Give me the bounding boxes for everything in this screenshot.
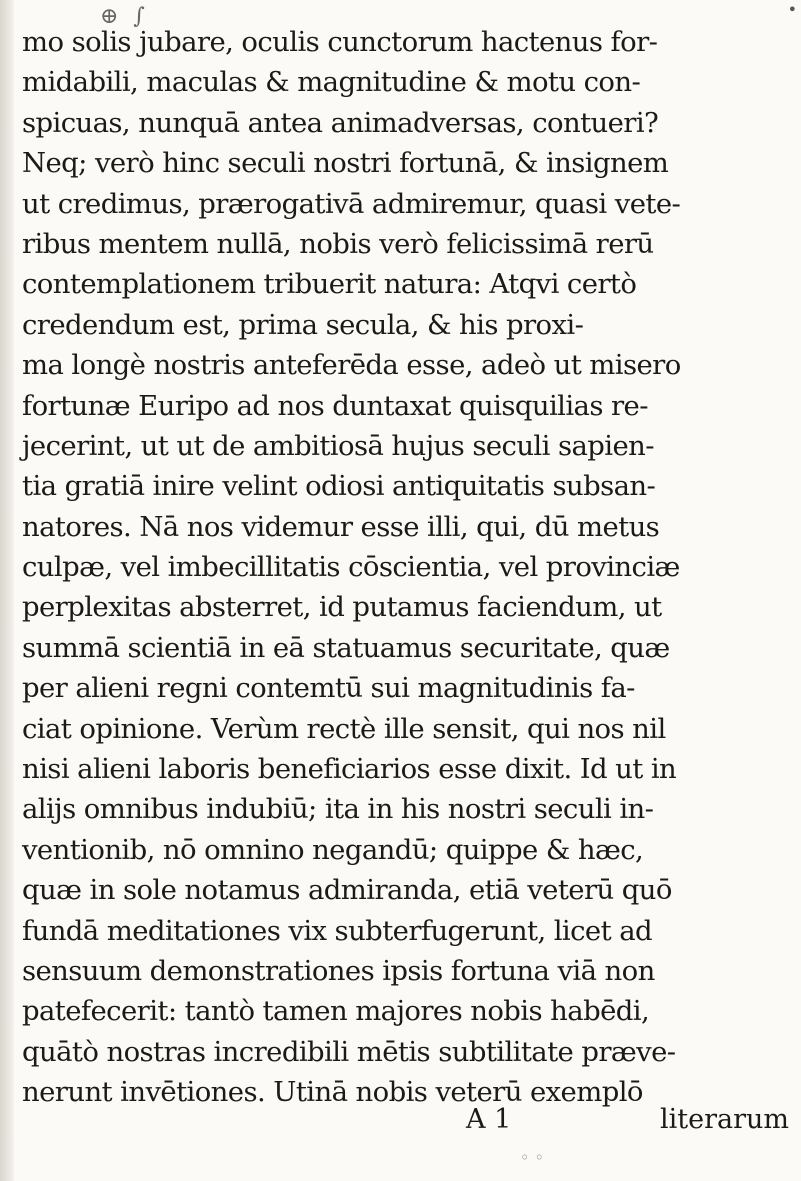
corner-ink-mark: • xyxy=(787,0,797,19)
text-line: quātò nostras incredibili mētis subtilitate præve- xyxy=(22,1035,676,1068)
text-line: alijs omnibus indubiū; ita in his nostri seculi in- xyxy=(22,793,654,826)
text-line: culpæ, vel imbecillitatis cōscientia, vel provinciæ xyxy=(22,551,680,584)
binding-gutter xyxy=(0,0,14,1181)
text-line: jecerint, ut ut de ambitiosā hujus seculi sapien- xyxy=(22,429,654,462)
text-line: ma longè nostris anteferēda esse, adeò ut misero xyxy=(22,349,681,382)
text-line: tia gratiā inire velint odiosi antiquitatis subsan- xyxy=(22,470,656,503)
bottom-ink-marks: ◦ ◦ xyxy=(520,1148,544,1167)
text-line: contemplationem tribuerit natura: Atqvi certò xyxy=(22,268,637,301)
text-line: mo solis jubare, oculis cunctorum hactenus for- xyxy=(22,26,658,58)
text-line: midabili, maculas & magnitudine & motu con- xyxy=(22,66,641,99)
text-line: credendum est, prima secula, & his proxi- xyxy=(22,308,584,341)
text-line: fundā meditationes vix subterfugerunt, licet ad xyxy=(22,914,652,947)
text-line: natores. Nā nos videmur esse illi, qui, dū metus xyxy=(22,510,660,543)
text-line: spicuas, nunquā antea animadversas, contueri? xyxy=(22,106,659,139)
text-line: nisi alieni laboris beneficiarios esse dixit. Id ut in xyxy=(22,753,677,786)
text-line: summā scientiā in eā statuamus securitate, quæ xyxy=(22,631,670,664)
catchword: literarum xyxy=(660,1104,790,1135)
text-line: fortunæ Euripo ad nos duntaxat quisquilias re- xyxy=(22,389,648,422)
text-line: Neq; verò hinc seculi nostri fortunā, & insignem xyxy=(22,147,669,180)
text-line: per alieni regni contemtū sui magnitudinis fa- xyxy=(22,672,635,705)
text-line: ciat opinione. Verùm rectè ille sensit, qui nos nil xyxy=(22,712,666,745)
signature-mark: A 1 xyxy=(466,1104,512,1135)
text-line: nerunt invētiones. Utinā nobis veterū exemplō xyxy=(22,1076,643,1109)
text-line: patefecerit: tantò tamen majores nobis habēdi, xyxy=(22,995,650,1028)
text-line: quæ in sole notamus admiranda, etiā veterū quō xyxy=(22,874,672,907)
text-line: ut credimus, prærogativā admiremur, quasi vete- xyxy=(22,187,681,220)
text-line: perplexitas absterret, id putamus faciendum, ut xyxy=(22,591,662,624)
page-footer xyxy=(0,1104,801,1144)
top-ink-marks: ⊕ ∫ xyxy=(100,4,149,29)
text-line: ventionib, nō omnino negandū; quippe & hæc, xyxy=(22,833,644,866)
text-line: sensuum demonstrationes ipsis fortuna viā non xyxy=(22,954,655,987)
text-line: ribus mentem nullā, nobis verò felicissimā rerū xyxy=(22,227,654,260)
latin-text-block xyxy=(22,22,782,1113)
